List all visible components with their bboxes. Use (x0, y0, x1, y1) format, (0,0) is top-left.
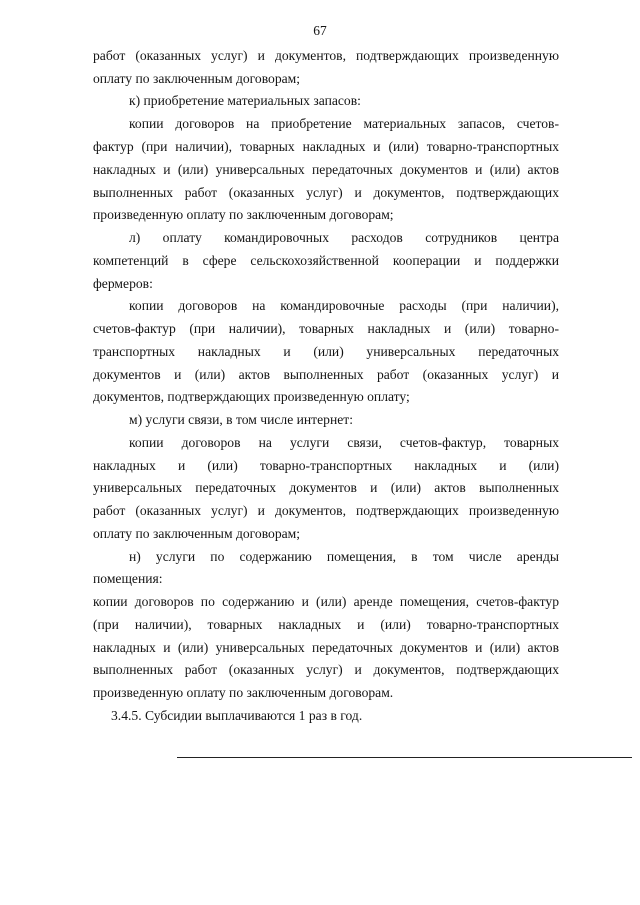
text-line: копии договоров по содержанию и (или) аренде помещения, счетов-фактур (93, 594, 559, 609)
text-line: накладных и (или) товарно-транспортных накладных и (или) (93, 458, 559, 473)
text-line: документов, подтверждающих произведенную оплату; (93, 389, 410, 404)
text-line: работ (оказанных услуг) и документов, подтверждающих произведенную (93, 48, 559, 63)
text-line: копии договоров на командировочные расходы (при наличии), (129, 298, 559, 313)
text-line: произведенную оплату по заключенным договорам. (93, 685, 394, 700)
page-number: 67 (313, 23, 327, 38)
text-line: помещения: (93, 571, 163, 586)
text-line: выполненных работ (оказанных услуг) и документов, подтверждающих (93, 185, 559, 200)
text-line: универсальных передаточных документов и (или) актов выполненных (93, 480, 559, 495)
text-line: работ (оказанных услуг) и документов, подтверждающих произведенную (93, 503, 559, 518)
text-line: транспортных накладных и (или) универсальных передаточных (93, 344, 559, 359)
list-item-heading: м) услуги связи, в том числе интернет: (129, 412, 353, 427)
text-line: оплату по заключенным договорам; (93, 71, 301, 86)
list-item-heading: л) оплату командировочных расходов сотрудников центра (129, 230, 559, 245)
text-line: копии договоров на приобретение материальных запасов, счетов- (129, 116, 559, 131)
text-line: фактур (при наличии), товарных накладных и (или) товарно-транспортных (93, 139, 559, 154)
list-item-heading: к) приобретение материальных запасов: (129, 93, 361, 108)
text-line: оплату по заключенным договорам; (93, 526, 301, 541)
text-line: произведенную оплату по заключенным договорам; (93, 207, 394, 222)
text-line: компетенций в сфере сельскохозяйственной кооперации и поддержки (93, 253, 559, 268)
text-line: счетов-фактур (при наличии), товарных накладных и (или) товарно- (93, 321, 559, 336)
text-line: копии договоров на услуги связи, счетов-фактур, товарных (129, 435, 559, 450)
text-line: (при наличии), товарных накладных и (или) товарно-транспортных (93, 617, 559, 632)
section-item: 3.4.5. Субсидии выплачиваются 1 раз в год. (111, 708, 363, 723)
list-item-heading: н) услуги по содержанию помещения, в том числе аренды (129, 549, 559, 564)
text-line: документов и (или) актов выполненных работ (оказанных услуг) и (93, 367, 559, 382)
page-divider (177, 757, 632, 758)
text-line: фермеров: (93, 276, 153, 291)
text-line: выполненных работ (оказанных услуг) и документов, подтверждающих (93, 662, 559, 677)
text-line: накладных и (или) универсальных передаточных документов и (или) актов (93, 162, 559, 177)
text-line: накладных и (или) универсальных передаточных документов и (или) актов (93, 640, 559, 655)
